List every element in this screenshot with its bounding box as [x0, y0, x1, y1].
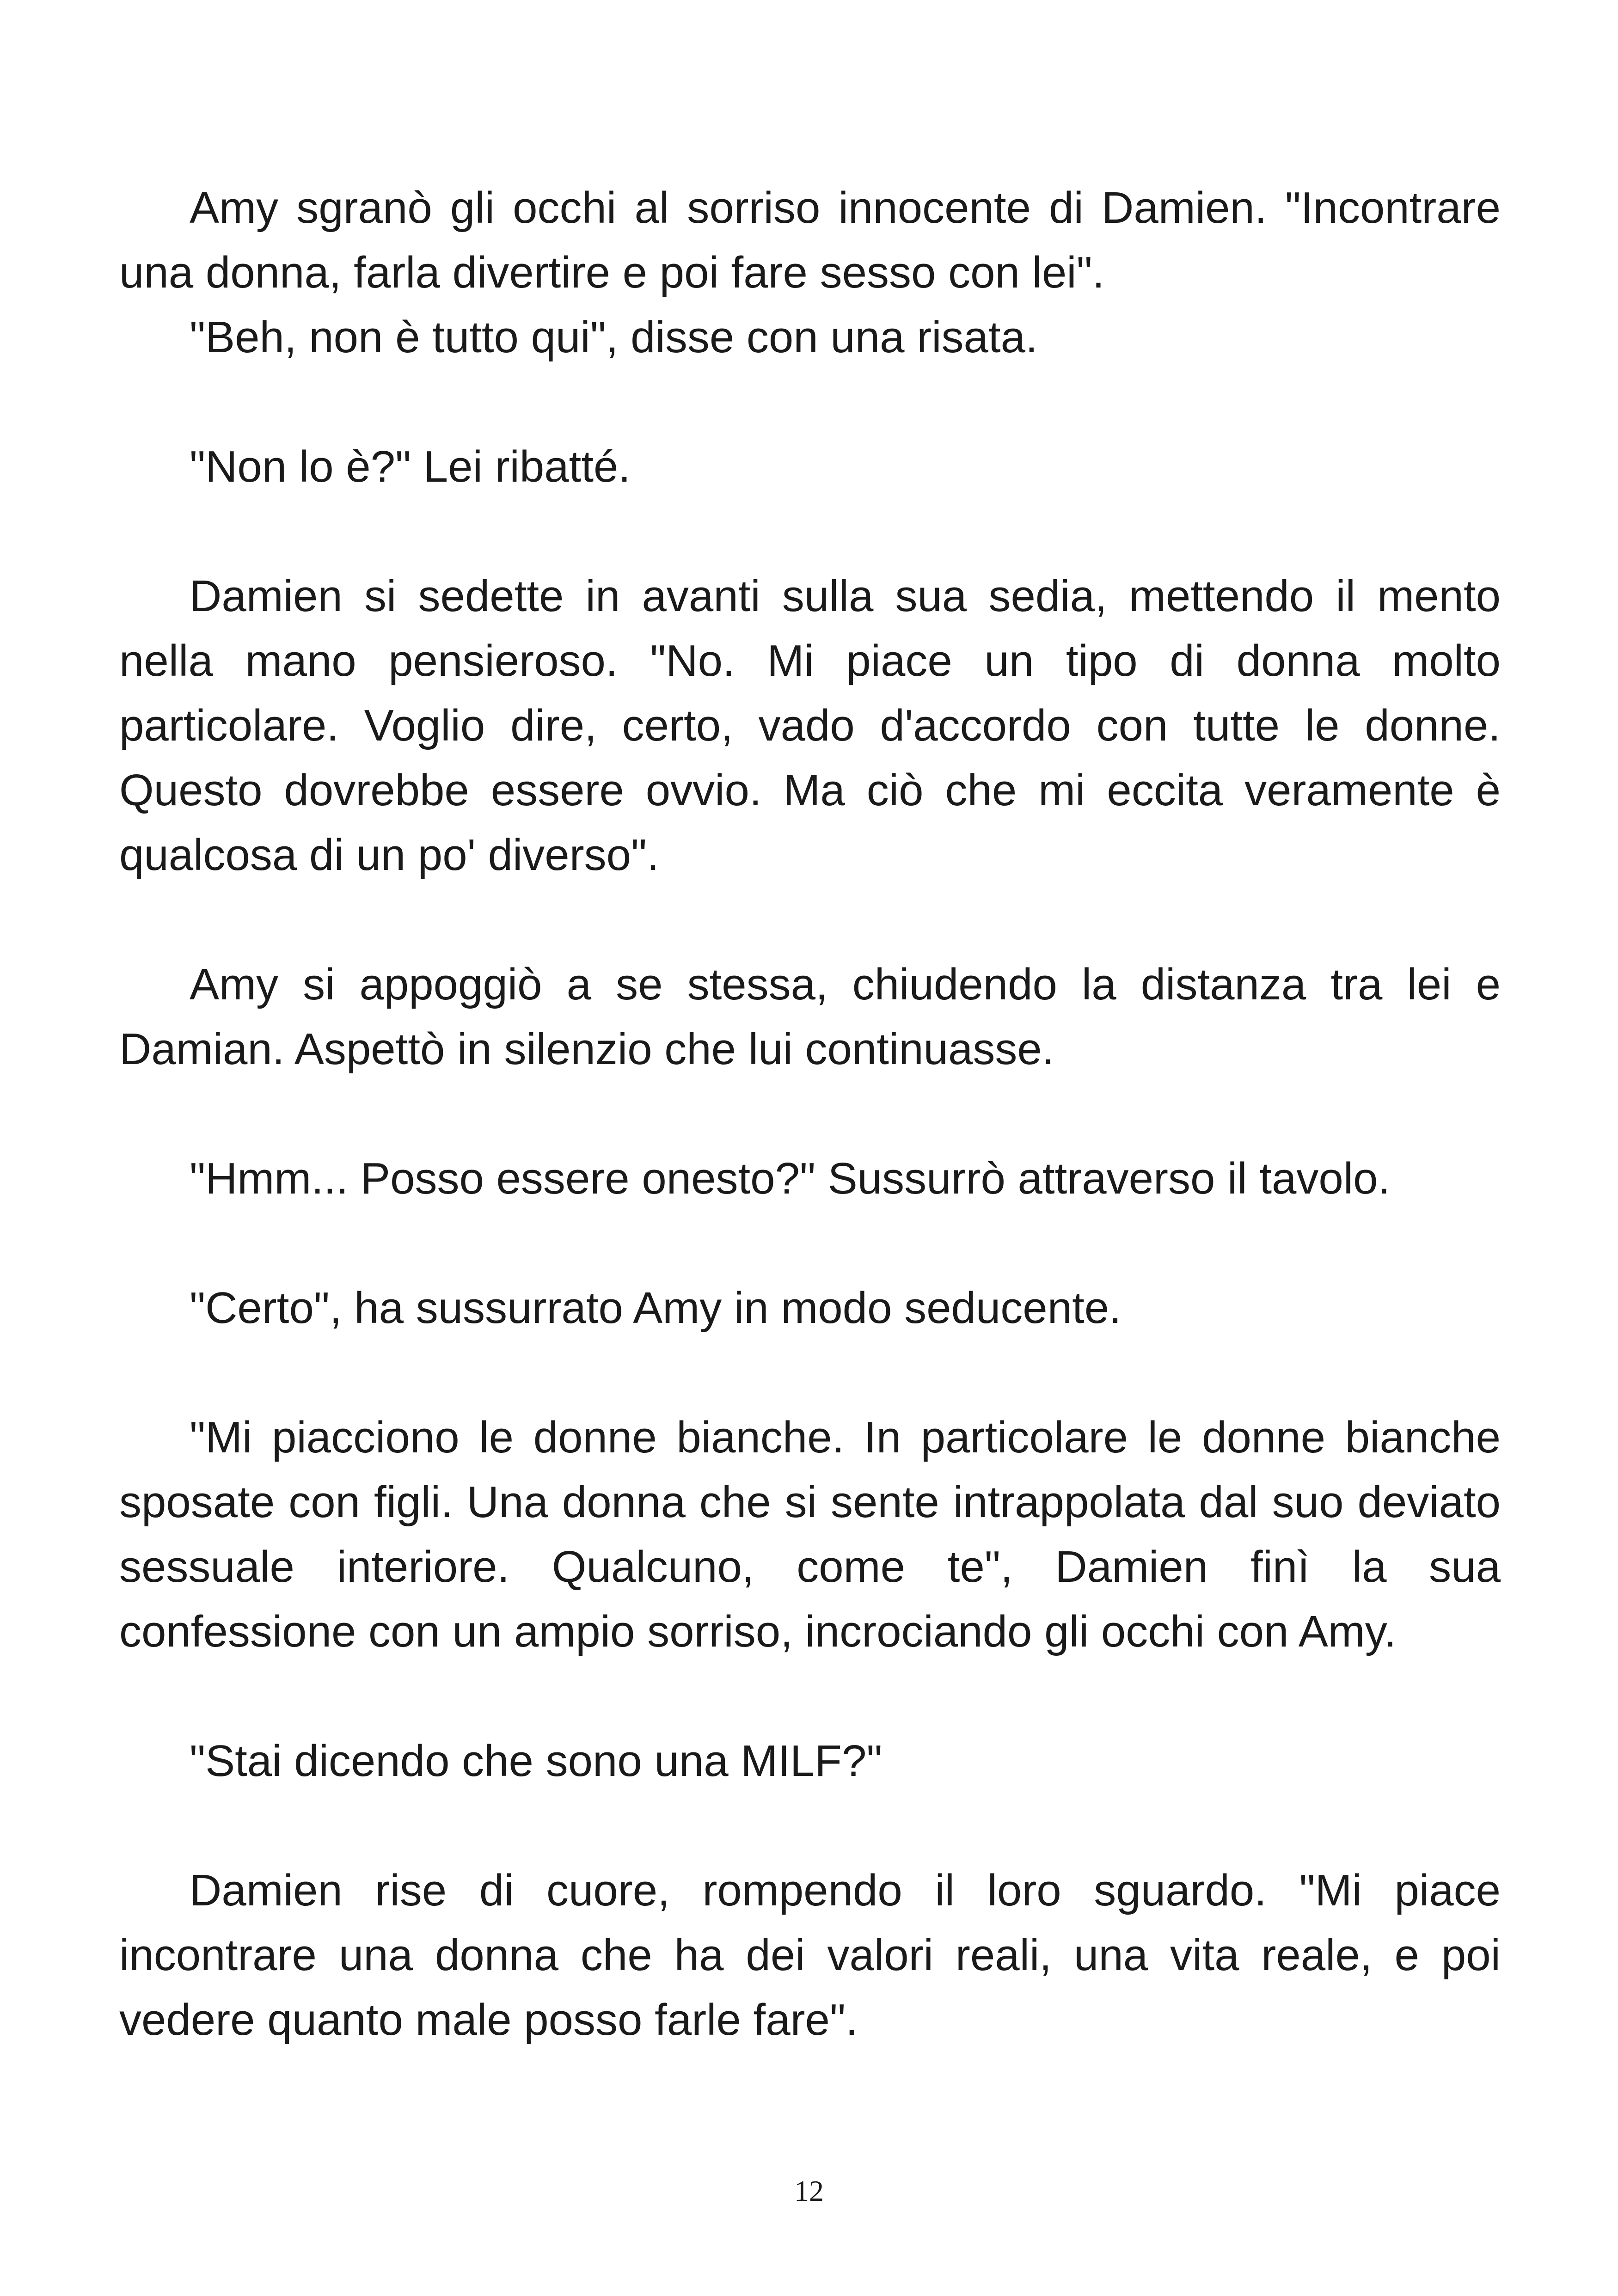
- paragraph: Amy si appoggiò a se stessa, chiudendo la distanza tra lei e Damian. Aspettò in silenzio che lui continuasse.: [119, 960, 1501, 1074]
- page-number: 12: [794, 2174, 824, 2207]
- paragraph: "Hmm... Posso essere onesto?" Sussurrò attraverso il tavolo.: [190, 1154, 1391, 1203]
- paragraph: "Non lo è?" Lei ribatté.: [190, 442, 631, 491]
- paragraph: "Beh, non è tutto qui", disse con una risata.: [190, 312, 1038, 362]
- paragraph: Damien rise di cuore, rompendo il loro sguardo. "Mi piace incontrare una donna che ha dei valori reali, una vita reale, e poi vedere quanto male posso farle fare".: [119, 1866, 1501, 2045]
- paragraph: "Mi piacciono le donne bianche. In particolare le donne bianche sposate con figli. Una donna che si sente intrappolata dal suo deviato sessuale interiore. Qualcuno, come te", Damien finì la sua confessione con un ampio sorriso, incrociando gli occhi con Amy.: [119, 1413, 1501, 1656]
- page-body: [119, 176, 1501, 2052]
- paragraph: Amy sgranò gli occhi al sorriso innocente di Damien. "Incontrare una donna, farla divertire e poi fare sesso con lei".: [119, 183, 1501, 297]
- paragraph: "Certo", ha sussurrato Amy in modo seducente.: [190, 1283, 1122, 1333]
- paragraph: "Stai dicendo che sono una MILF?": [190, 1736, 883, 1786]
- paragraph: Damien si sedette in avanti sulla sua sedia, mettendo il mento nella mano pensieroso. "No. Mi piace un tipo di donna molto particolare. Voglio dire, certo, vado d'accordo con tutte le donne. Questo dovrebbe essere ovvio. Ma ciò che mi eccita veramente è qualcosa di un po' diverso".: [119, 571, 1501, 880]
